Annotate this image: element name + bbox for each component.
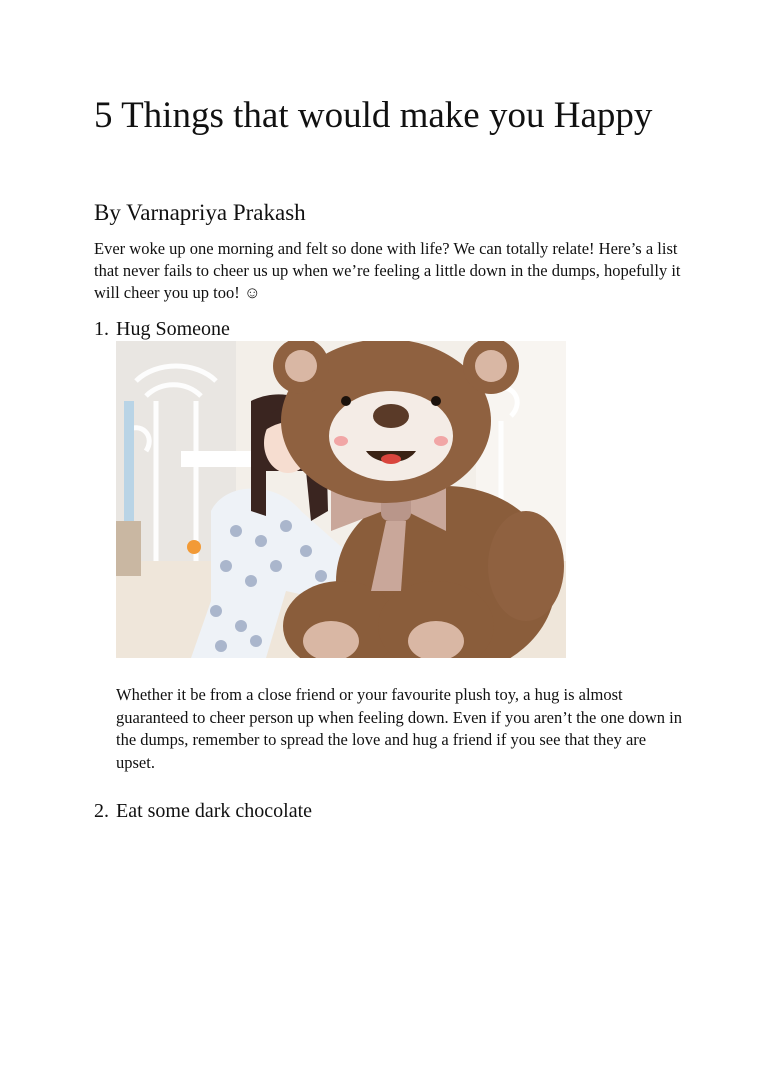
section-body-1: Whether it be from a close friend or your favourite plush toy, a hug is almost guaranteed to cheer person up when feeling down. Even if you aren’t the one down in the dumps, remember to spread the love and hug a friend if you see that they are upset. xyxy=(116,685,683,772)
section-heading-1 xyxy=(94,316,230,342)
section-heading-2 xyxy=(94,798,312,824)
article-byline: By Varnapriya Prakash xyxy=(94,200,306,225)
section-number: 2. xyxy=(94,800,109,822)
article-title: 5 Things that would make you Happy xyxy=(94,95,653,136)
section-title: Hug Someone xyxy=(116,318,230,340)
section-title: Eat some dark chocolate xyxy=(116,800,313,822)
article-intro: Ever woke up one morning and felt so done with life? We can totally relate! Here’s a list that never fails to cheer us up when we’re feeling a little down in the dumps, hopefully it will cheer you up too! ☺ xyxy=(94,239,681,302)
section-number: 1. xyxy=(94,318,109,340)
teddy-bear-photo xyxy=(116,341,566,658)
